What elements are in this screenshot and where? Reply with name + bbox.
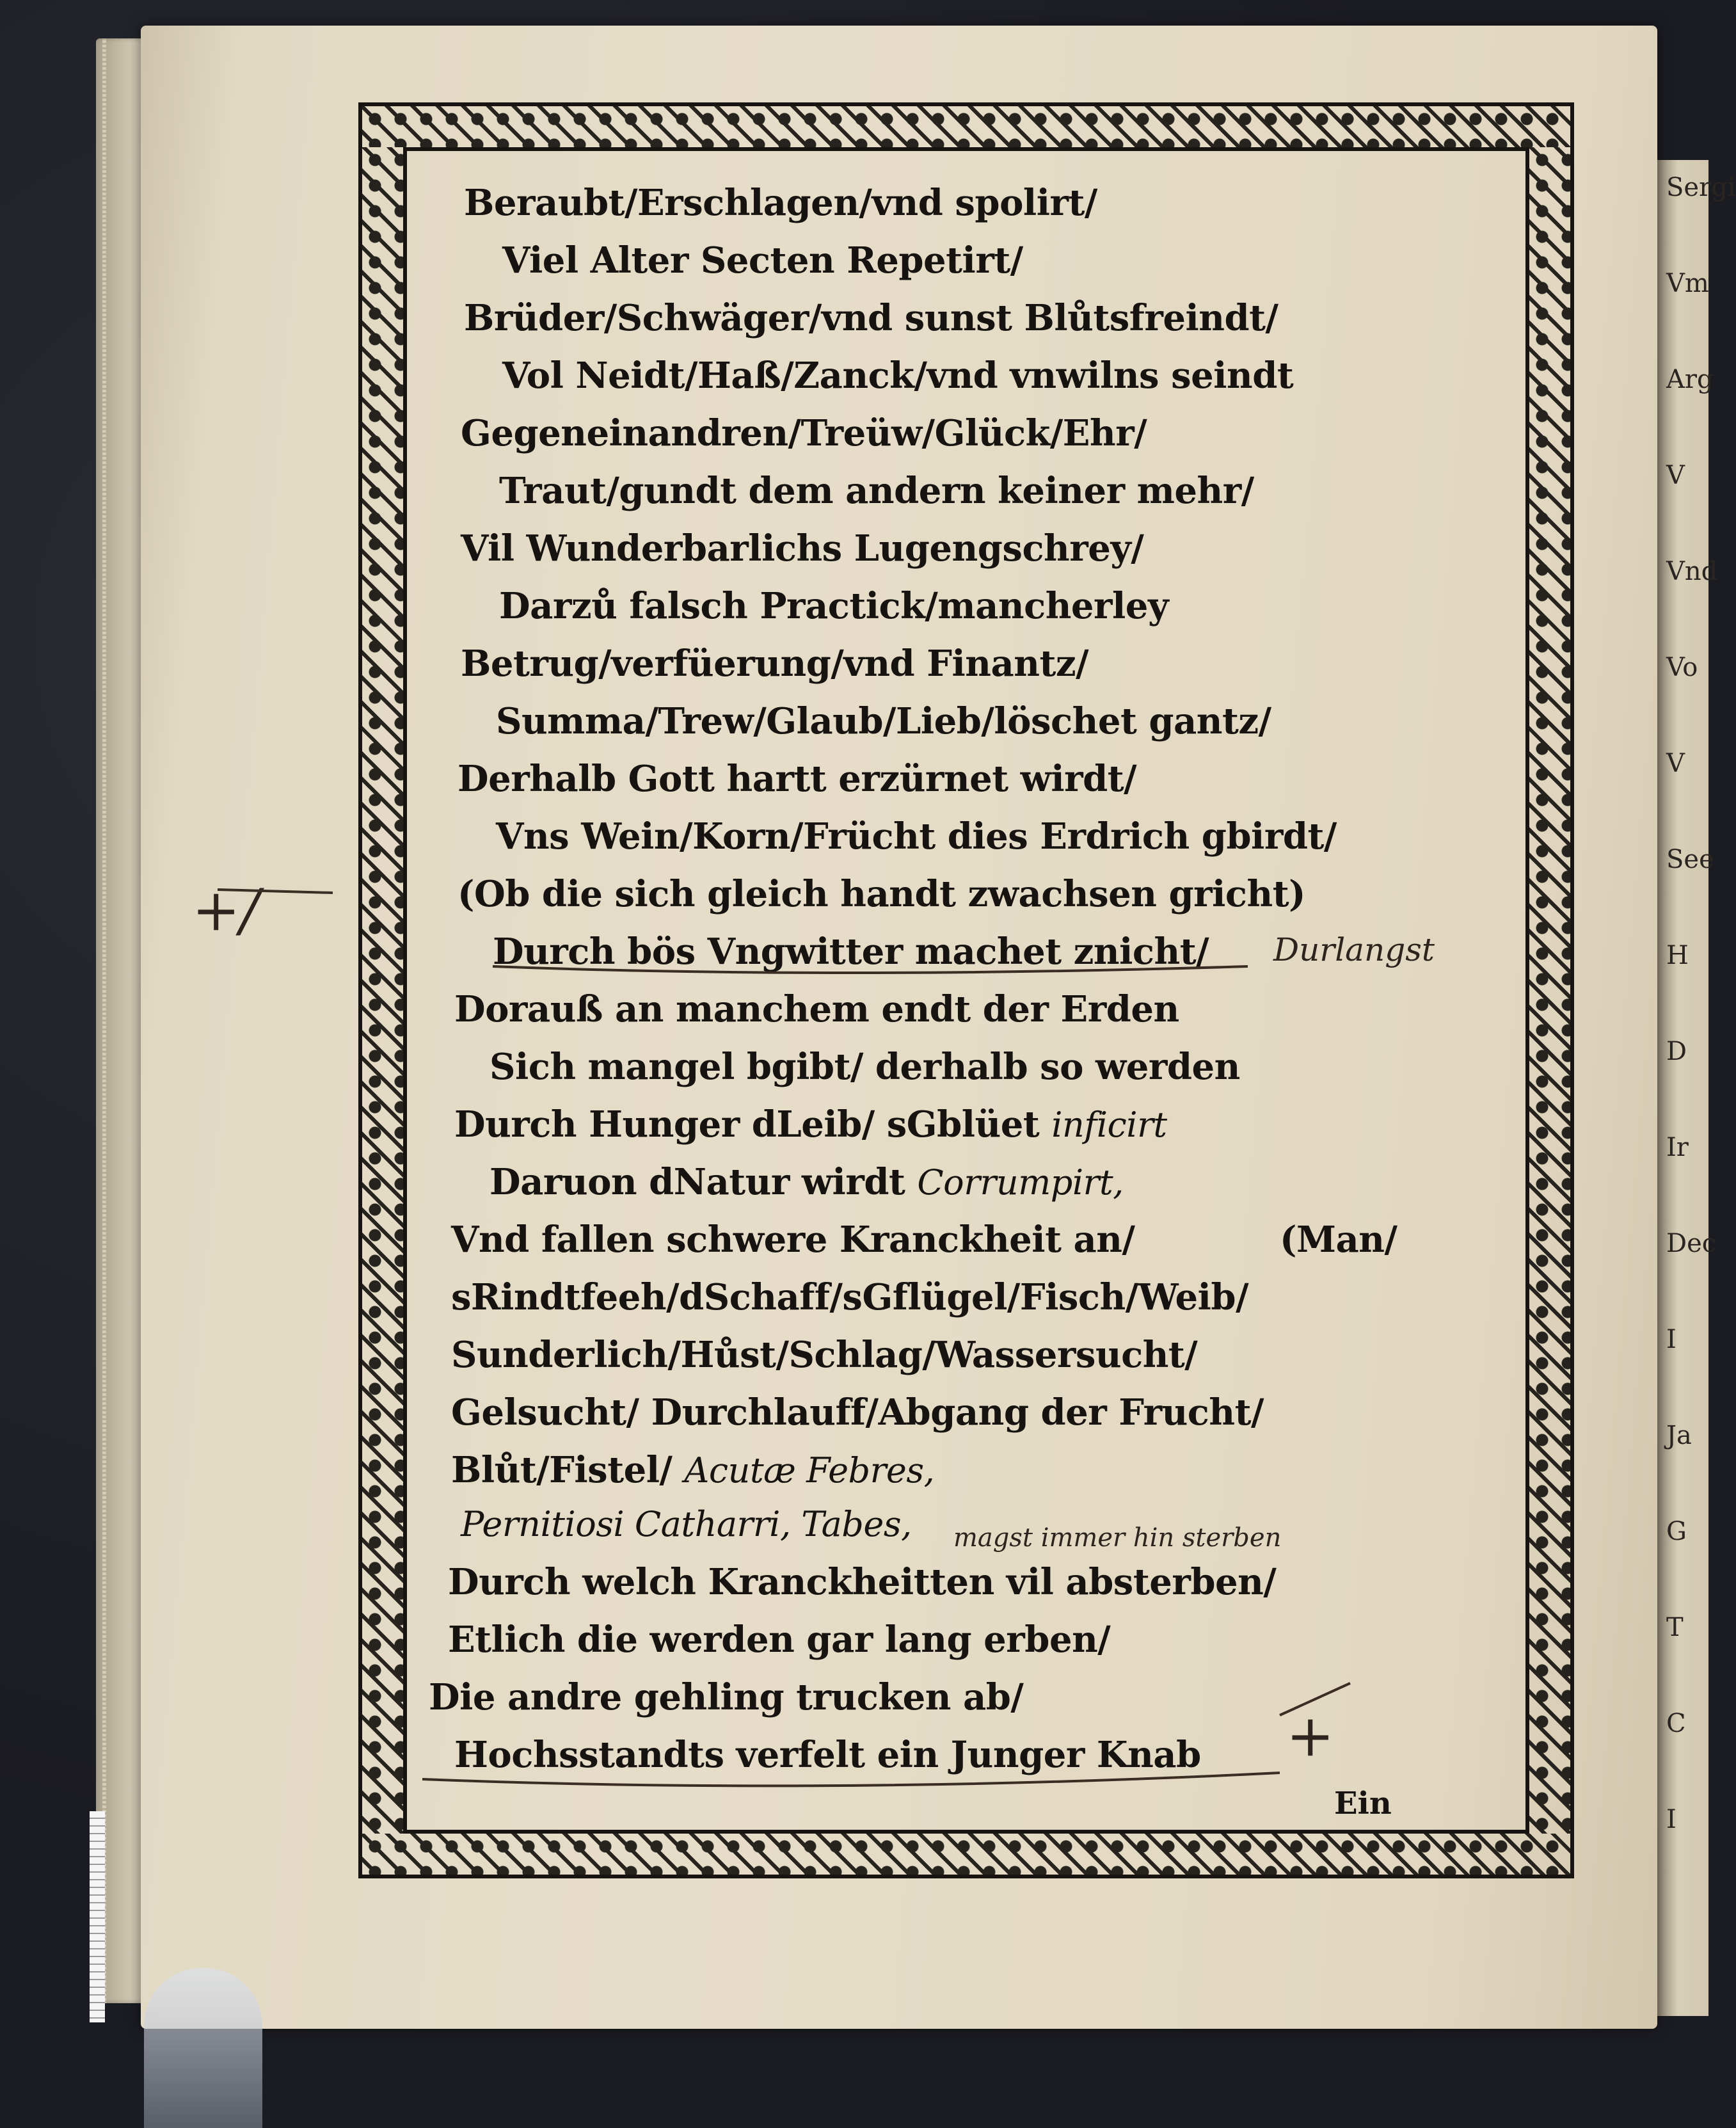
catchword: Ein xyxy=(1334,1786,1392,1821)
next-page-fragment: H xyxy=(1666,941,1689,970)
verse-line: Darzů falsch Practick/mancherley xyxy=(499,585,1168,627)
verse-line: Sich mangel bgibt/ derhalb so werden xyxy=(490,1046,1240,1088)
latin-word: Corrumpirt, xyxy=(917,1162,1124,1203)
verse-line: (Ob die sich gleich handt zwachsen gricht) xyxy=(458,873,1306,915)
verse-line: Vol Neidt/Haß/Zanck/vnd vnwilns seindt xyxy=(502,355,1294,397)
verse-line: Hochsstandts verfelt ein Junger Knab xyxy=(454,1734,1201,1776)
handwritten-annotation: magst immer hin sterben xyxy=(953,1523,1282,1553)
verse-text-run: Blůt/Fistel/ xyxy=(451,1449,673,1491)
next-page-fragment: D xyxy=(1666,1037,1687,1066)
scale-ruler xyxy=(90,1811,105,2022)
verse-line: Derhalb Gott hartt erzürnet wirdt/ xyxy=(458,758,1137,800)
next-page-fragment: See xyxy=(1666,845,1714,874)
verse-text xyxy=(416,170,1517,1821)
next-page-fragment: C xyxy=(1666,1709,1686,1738)
verse-line: Dorauß an manchem endt der Erden xyxy=(454,988,1179,1030)
verse-line: Viel Alter Secten Repetirt/ xyxy=(502,239,1023,282)
next-page-fragment: Arg xyxy=(1666,365,1714,394)
verse-line-man: (Man/ xyxy=(1280,1219,1398,1261)
handwritten-annotation: Durlangst xyxy=(1273,931,1435,968)
verse-line: Vnd fallen schwere Kranckheit an/ xyxy=(451,1219,1135,1261)
verse-line: Durch bös Vngwitter machet znicht/ xyxy=(493,931,1209,973)
verse-line-latin: Pernitiosi Catharri, Tabes, xyxy=(461,1504,912,1544)
verse-line: Vns Wein/Korn/Frücht dies Erdrich gbirdt/ xyxy=(496,815,1337,858)
verse-text-run: Durch Hunger dLeib/ sGblüet xyxy=(454,1103,1040,1146)
page-clip xyxy=(144,1968,262,2128)
verse-line: Brüder/Schwäger/vnd sunst Blůtsfreindt/ xyxy=(464,297,1278,339)
next-page-fragment: V xyxy=(1666,461,1685,490)
verse-line: Traut/gundt dem andern keiner mehr/ xyxy=(499,470,1254,512)
verse-line: Gegeneinandren/Treüw/Glück/Ehr/ xyxy=(461,412,1147,454)
verse-line: Beraubt/Erschlagen/vnd spolirt/ xyxy=(464,182,1097,224)
latin-word: inficirt xyxy=(1051,1105,1167,1145)
next-page-edge xyxy=(1657,160,1736,2016)
next-page-fragment: Vo xyxy=(1666,653,1698,682)
margin-cross-mark: +/ xyxy=(192,877,260,944)
verse-line: Betrug/verfüerung/vnd Finantz/ xyxy=(461,643,1089,685)
verse-line xyxy=(490,1162,1124,1203)
verse-line xyxy=(454,1104,1167,1146)
end-cross-mark: + xyxy=(1286,1702,1335,1770)
verse-line: Summa/Trew/Glaub/Lieb/löschet gantz/ xyxy=(496,700,1271,742)
verse-line: Etlich die werden gar lang erben/ xyxy=(448,1619,1111,1661)
next-page-fragment: V xyxy=(1666,749,1685,778)
next-page-fragment: G xyxy=(1666,1517,1687,1546)
next-page-fragment: T xyxy=(1666,1613,1684,1642)
verse-line: Vil Wunderbarlichs Lugengschrey/ xyxy=(461,527,1144,570)
verse-line xyxy=(451,1450,934,1491)
next-page-fragment: Ja xyxy=(1666,1421,1692,1450)
next-page-fragment: Vm xyxy=(1666,269,1709,298)
latin-phrase: Acutæ Febres, xyxy=(684,1450,935,1491)
verse-line: Durch welch Kranckheitten vil absterben/ xyxy=(448,1561,1277,1603)
next-page-fragment: I xyxy=(1666,1805,1676,1834)
verse-line: Die andre gehling trucken ab/ xyxy=(429,1676,1024,1718)
verse-line: Gelsucht/ Durchlauff/Abgang der Frucht/ xyxy=(451,1391,1264,1434)
verse-line: sRindtfeeh/dSchaff/sGflügel/Fisch/Weib/ xyxy=(451,1276,1249,1318)
next-page-fragment: Vnd xyxy=(1666,557,1718,586)
next-page-fragment: Sergi xyxy=(1666,173,1736,202)
next-page-fragment: Ir xyxy=(1666,1133,1689,1162)
next-page-fragment: I xyxy=(1666,1325,1676,1354)
verse-line: Sunderlich/Hůst/Schlag/Wassersucht/ xyxy=(451,1334,1198,1376)
verse-text-run: Daruon dNatur wirdt xyxy=(490,1161,905,1203)
next-page-fragment: Dec xyxy=(1666,1229,1717,1258)
